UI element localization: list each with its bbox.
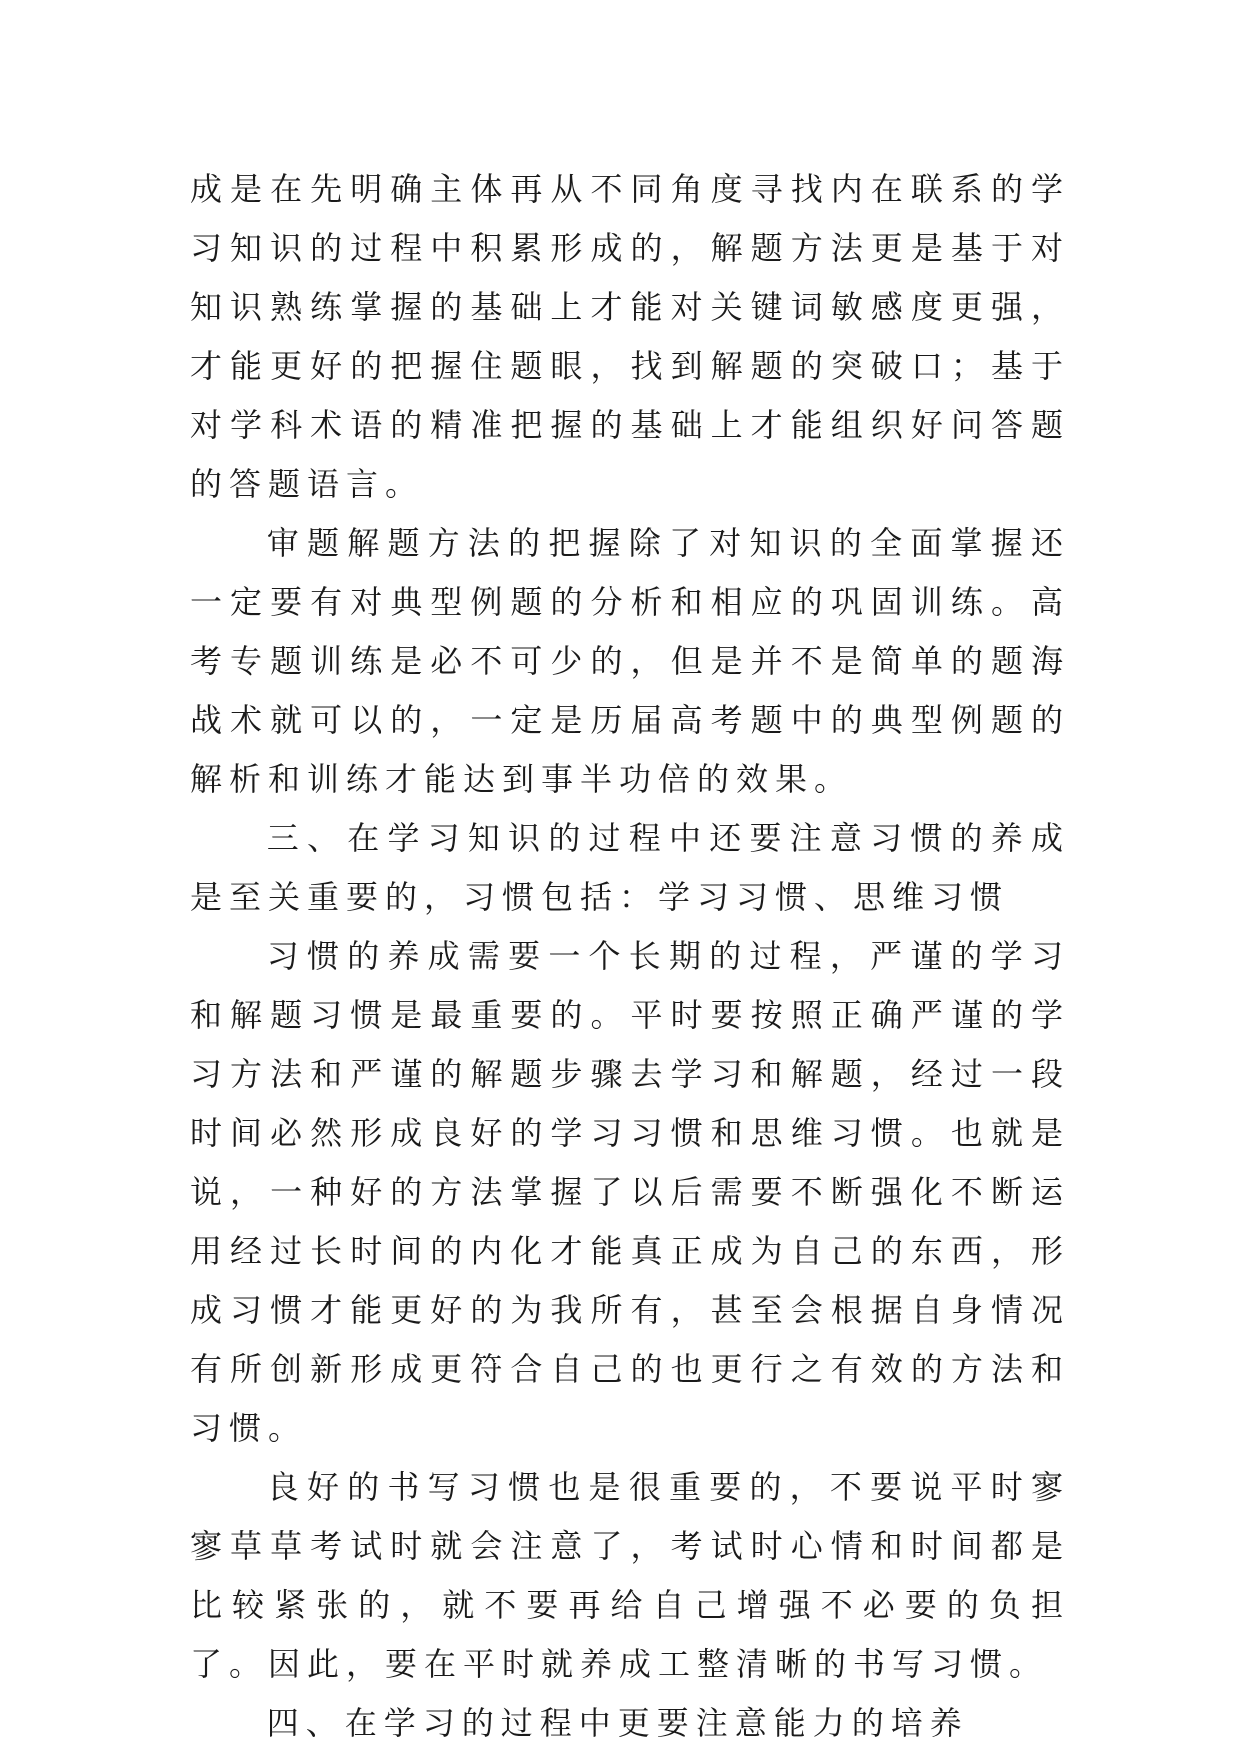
- paragraph-continuation: 成是在先明确主体再从不同角度寻找内在联系的学习知识的过程中积累形成的，解题方法更是基于对知识熟练掌握的基础上才能对关键词敏感度更强，才能更好的把握住题眼，找到解题的突破口；基于对学科术语的精准把握的基础上才能组织好问答题的答题语言。: [190, 170, 1070, 503]
- section-heading-habits: 三、在学习知识的过程中还要注意习惯的养成是至关重要的，习惯包括：学习习惯、思维习惯: [190, 819, 1070, 916]
- paragraph-habit-formation: 习惯的养成需要一个长期的过程，严谨的学习和解题习惯是最重要的。平时要按照正确严谨的学习方法和严谨的解题步骤去学习和解题，经过一段时间必然形成良好的学习习惯和思维习惯。也就是说，一种好的方法掌握了以后需要不断强化不断运用经过长时间的内化才能真正成为自己的东西，形成习惯才能更好的为我所有，甚至会根据自身情况有所创新形成更符合自己的也更行之有效的方法和习惯。: [190, 937, 1070, 1447]
- paragraph-writing-habits: 良好的书写习惯也是很重要的，不要说平时寥寥草草考试时就会注意了，考试时心情和时间都是比较紧张的，就不要再给自己增强不必要的负担了。因此，要在平时就养成工整清晰的书写习惯。: [190, 1468, 1070, 1683]
- section-heading-ability: 四、在学习的过程中更要注意能力的培养: [266, 1704, 969, 1742]
- paragraph-exam-practice: 审题解题方法的把握除了对知识的全面掌握还一定要有对典型例题的分析和相应的巩固训练。高考专题训练是必不可少的，但是并不是简单的题海战术就可以的，一定是历届高考题中的典型例题的解析和训练才能达到事半功倍的效果。: [190, 524, 1070, 798]
- body-text: [190, 160, 1070, 1753]
